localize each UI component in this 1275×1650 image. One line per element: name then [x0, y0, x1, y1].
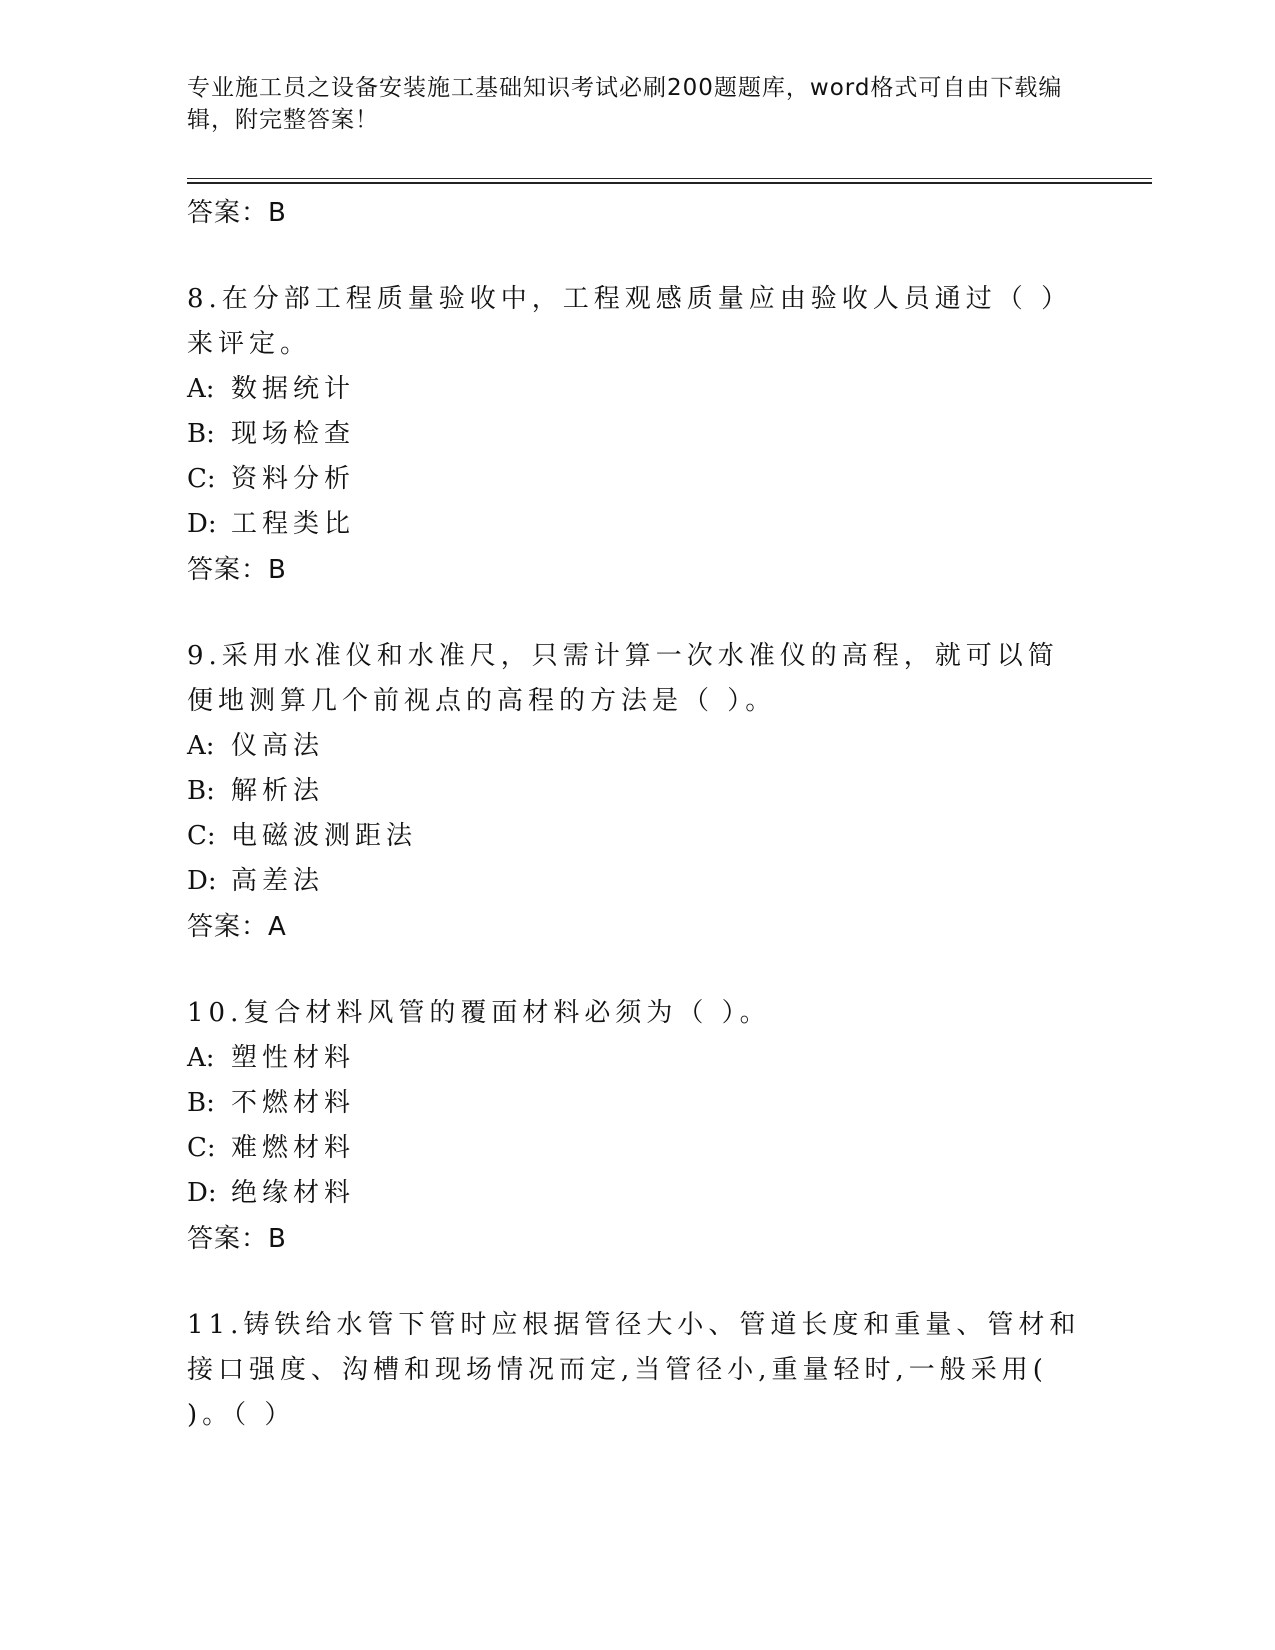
question-block-11: [187, 1303, 1087, 1438]
option-text: 电磁波测距法: [231, 821, 418, 851]
option-letter: A:: [187, 374, 215, 404]
option-text: 解析法: [231, 776, 325, 806]
question-text: 8.在分部工程质量验收中，工程观感质量应由验收人员通过（ ）来评定。: [187, 284, 1073, 359]
question-text: 11.铸铁给水管下管时应根据管径大小、管道长度和重量、管材和接口强度、沟槽和现场情况而定,当管径小,重量轻时,一般采用( )。（ ）: [187, 1310, 1081, 1430]
option-text: 工程类比: [231, 509, 356, 539]
document-header: 专业施工员之设备安装施工基础知识考试必刷200题题库，word格式可自由下载编辑，附完整答案！: [187, 75, 1063, 133]
option-letter: C:: [187, 464, 216, 494]
option-b: [187, 769, 1087, 814]
option-letter: D:: [187, 866, 217, 896]
option-b: [187, 412, 1087, 457]
option-a: [187, 367, 1087, 412]
option-letter: A:: [187, 731, 215, 761]
option-c: [187, 814, 1087, 859]
option-text: 现场检查: [231, 419, 356, 449]
question-block-9: [187, 634, 1087, 947]
option-letter: B:: [187, 419, 215, 449]
option-d: [187, 859, 1087, 904]
option-text: 塑性材料: [231, 1043, 356, 1073]
question-block-8: [187, 277, 1087, 590]
option-letter: B:: [187, 776, 215, 806]
option-d: [187, 1171, 1087, 1216]
option-text: 数据统计: [231, 374, 356, 404]
answer-line: 答案：A: [187, 912, 287, 942]
option-letter: A:: [187, 1043, 215, 1073]
option-letter: C:: [187, 1133, 216, 1163]
option-a: [187, 724, 1087, 769]
option-c: [187, 1126, 1087, 1171]
question-block-10: [187, 991, 1087, 1259]
option-letter: D:: [187, 1178, 217, 1208]
option-text: 高差法: [231, 866, 325, 896]
option-letter: B:: [187, 1088, 215, 1118]
option-a: [187, 1036, 1087, 1081]
option-text: 仪高法: [231, 731, 325, 761]
option-letter: C:: [187, 821, 216, 851]
option-d: [187, 502, 1087, 547]
option-text: 难燃材料: [231, 1133, 356, 1163]
option-c: [187, 457, 1087, 502]
question-text: 9.采用水准仪和水准尺，只需计算一次水准仪的高程，就可以简便地测算几个前视点的高程的方法是（ ）。: [187, 641, 1059, 716]
option-letter: D:: [187, 509, 217, 539]
header-divider-thin: [187, 178, 1152, 179]
option-b: [187, 1081, 1087, 1126]
option-text: 资料分析: [231, 464, 356, 494]
document-content: [187, 190, 1087, 1438]
answer-line: 答案：B: [187, 198, 287, 228]
option-text: 绝缘材料: [231, 1178, 356, 1208]
option-text: 不燃材料: [231, 1088, 356, 1118]
header-divider-thick: [187, 182, 1152, 184]
question-text: 10.复合材料风管的覆面材料必须为（ ）。: [187, 998, 771, 1028]
answer-line: 答案：B: [187, 1224, 287, 1254]
answer-line: 答案：B: [187, 555, 287, 585]
